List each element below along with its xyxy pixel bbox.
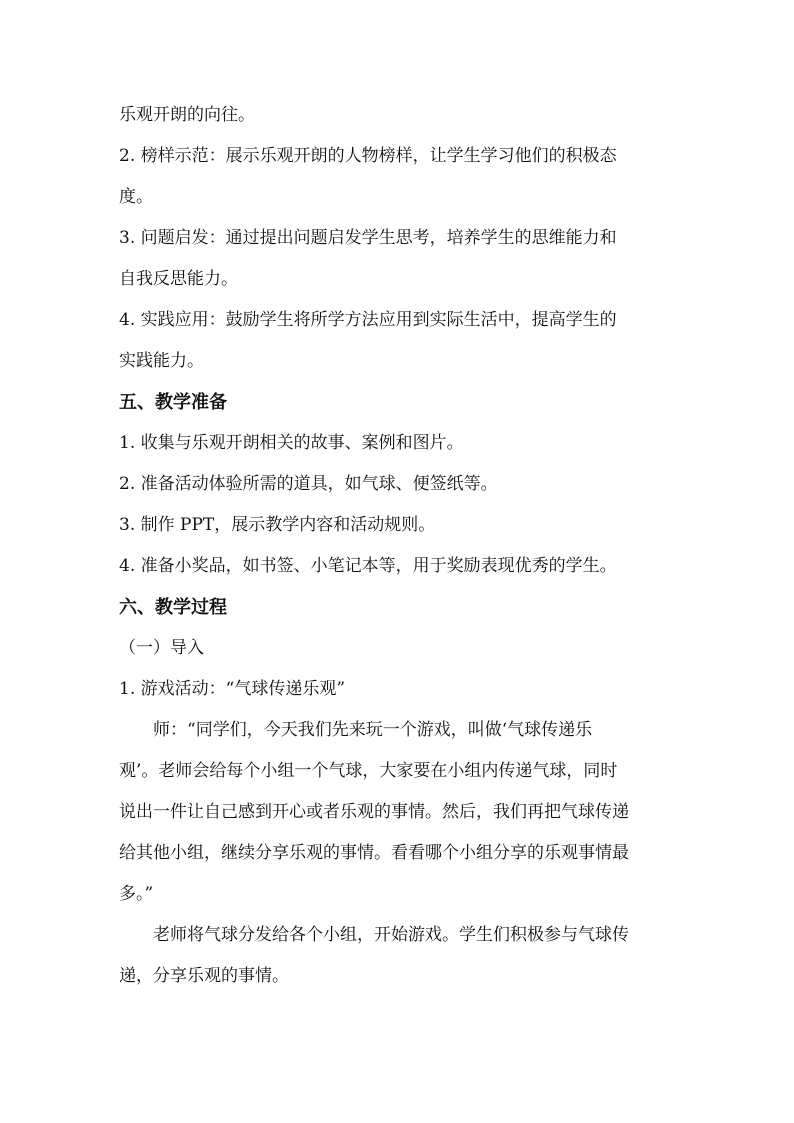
paragraph-line: 师：“同学们，今天我们先来玩一个游戏，叫做‘气球传递乐	[153, 720, 593, 740]
paragraph-line: 乐观开朗的向往。	[119, 105, 255, 125]
paragraph-line: 观’。老师会给每个小组一个气球，大家要在小组内传递气球，同时	[119, 761, 618, 781]
paragraph-line: 实践能力。	[119, 351, 204, 371]
list-item: 2. 榜样示范：展示乐观开朗的人物榜样，让学生学习他们的积极态	[119, 146, 617, 166]
paragraph-line: 给其他小组，继续分享乐观的事情。看看哪个小组分享的乐观事情最	[119, 843, 629, 863]
paragraph-line: 说出一件让自己感到开心或者乐观的事情。然后，我们再把气球传递	[119, 802, 629, 822]
list-item: 2. 准备活动体验所需的道具，如气球、便签纸等。	[119, 474, 498, 494]
document-body	[119, 98, 679, 994]
paragraph-line: 递，分享乐观的事情。	[119, 966, 289, 986]
list-item: 4. 准备小奖品，如书签、小笔记本等，用于奖励表现优秀的学生。	[119, 556, 617, 576]
paragraph-line: 多。”	[119, 884, 154, 904]
subsection-heading: （一）导入	[119, 638, 204, 658]
list-item: 3. 制作 PPT，展示教学内容和活动规则。	[119, 515, 436, 535]
paragraph-line: 度。	[119, 187, 153, 207]
list-item: 3. 问题启发：通过提出问题启发学生思考，培养学生的思维能力和	[119, 228, 617, 248]
list-item: 1. 游戏活动：“气球传递乐观”	[119, 679, 346, 699]
list-item: 4. 实践应用：鼓励学生将所学方法应用到实际生活中，提高学生的	[119, 310, 617, 330]
section-heading: 六、教学过程	[119, 597, 227, 618]
section-heading: 五、教学准备	[119, 392, 227, 413]
list-item: 1. 收集与乐观开朗相关的故事、案例和图片。	[119, 433, 464, 453]
paragraph-line: 老师将气球分发给各个小组，开始游戏。学生们积极参与气球传	[153, 925, 629, 945]
paragraph-line: 自我反思能力。	[119, 269, 238, 289]
